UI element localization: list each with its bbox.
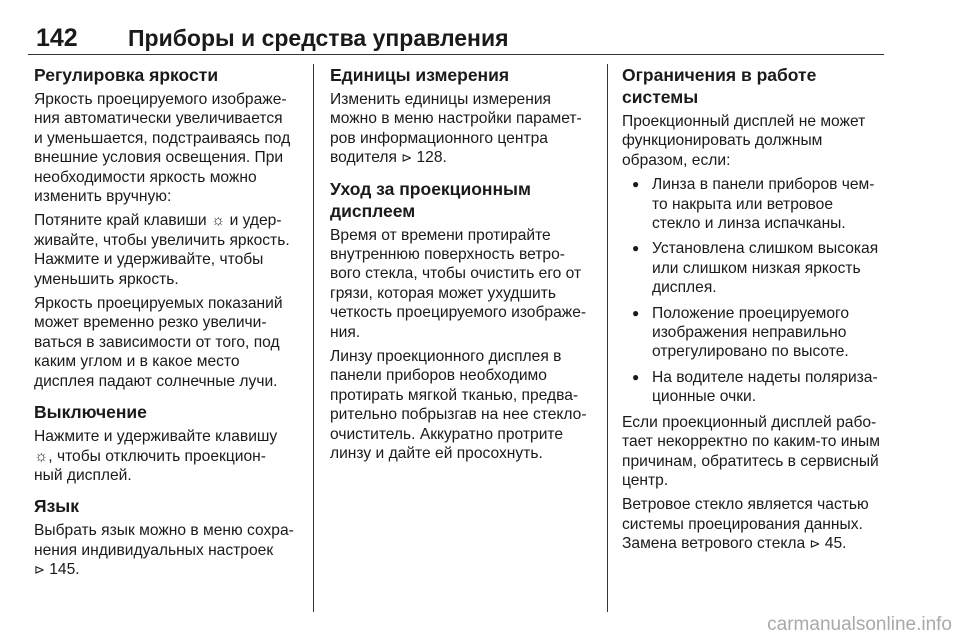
column-2 bbox=[330, 64, 596, 469]
heading-care: Уход за проекционным дисплеем bbox=[330, 178, 531, 221]
page-ref-link[interactable]: 45. bbox=[824, 535, 847, 553]
list-item: ● На водителе надеты поляриза- ционные очки. bbox=[632, 368, 878, 406]
page-ref-arrow-icon: ⊳ bbox=[34, 562, 45, 578]
bullet-icon: ● bbox=[632, 241, 640, 256]
paragraph-windshield bbox=[622, 495, 892, 553]
column-divider-2 bbox=[607, 64, 608, 612]
paragraph-limitations-intro: Проекционный дисплей не может функционировать должным образом, если: bbox=[622, 113, 866, 169]
heading-brightness: Регулировка яркости bbox=[34, 65, 219, 85]
list-item: ● Линза в панели приборов чем- то накрыта или ветровое стекло и линза испачканы. bbox=[632, 176, 875, 233]
column-3 bbox=[622, 64, 892, 559]
page-title: Приборы и средства управления bbox=[128, 25, 509, 51]
header-rule bbox=[28, 54, 884, 55]
paragraph-units-text: Изменить единицы измерения можно в меню настройки парамет- ров информационного центра водителя bbox=[330, 91, 582, 167]
bullet-icon: ● bbox=[632, 369, 640, 384]
limitations-list bbox=[622, 175, 892, 406]
list-item: ● Положение проецируемого изображения неправильно отрегулировано по высоте. bbox=[632, 304, 850, 361]
list-item: ● Установлена слишком высокая или слишком низкая яркость дисплея. bbox=[632, 240, 879, 297]
bullet-icon: ● bbox=[632, 177, 640, 192]
heading-switch-off: Выключение bbox=[34, 402, 147, 423]
column-1 bbox=[34, 64, 298, 585]
paragraph-care-lens: Линзу проекционного дисплея в панели приборов необходимо протирать мягкой тканью, предва- рительно побрызгав на нее стекло- очиститель. Аккуратно протрите линзу и дайте ей просохнуть. bbox=[330, 348, 587, 463]
paragraph-switch-off: Нажмите и удерживайте клавишу ☼, чтобы отключить проекцион- ный дисплей. bbox=[34, 428, 278, 484]
paragraph-care-windshield: Время от времени протирайте внутреннюю поверхность ветро- вого стекла, чтобы очистить его от грязи, которая может ухудшить четкость проецируемого изображе- ния. bbox=[330, 226, 587, 341]
heading-language: Язык bbox=[34, 496, 79, 517]
paragraph-brightness-sun: Яркость проецируемых показаний может временно резко увеличи- ваться в зависимости от того, под каким углом и в какое место дисплея падают солнечные лучи. bbox=[34, 295, 283, 390]
heading-limitations: Ограничения в работе системы bbox=[622, 65, 817, 107]
heading-units: Единицы измерения bbox=[330, 65, 510, 85]
page-number: 142 bbox=[36, 24, 78, 52]
page-header bbox=[28, 20, 884, 54]
bullet-icon: ● bbox=[632, 305, 640, 320]
page-ref-link[interactable]: 128. bbox=[416, 149, 447, 167]
watermark: carmanualsonline.info bbox=[767, 614, 952, 635]
paragraph-language-text: Выбрать язык можно в меню сохра- нения индивидуальных настроек bbox=[34, 522, 294, 559]
page-ref-arrow-icon: ⊳ bbox=[809, 536, 821, 552]
column-divider-1 bbox=[313, 64, 314, 612]
paragraph-brightness-manual: Потяните край клавиши ☼ и удер- живайте, чтобы увеличить яркость. Нажмите и удерживайте, чтобы уменьшить яркость. bbox=[34, 212, 290, 288]
paragraph-units bbox=[330, 90, 596, 168]
page-ref-arrow-icon: ⊳ bbox=[401, 150, 413, 166]
paragraph-brightness-auto: Яркость проецируемого изображе- ния автоматически увеличивается и уменьшается, подстраиваясь под внешние условия освещения. При необходимости яркость можно изменить вручную: bbox=[34, 91, 291, 206]
paragraph-windshield-text: Ветровое стекло является частью системы проецирования данных. Замена ветрового стекла bbox=[622, 496, 869, 553]
paragraph-language bbox=[34, 521, 298, 579]
page-ref-link[interactable]: 145. bbox=[49, 561, 80, 579]
paragraph-service: Если проекционный дисплей рабо- тает некорректно по каким-то иным причинам, обратитесь в сервисный центр. bbox=[622, 413, 880, 489]
